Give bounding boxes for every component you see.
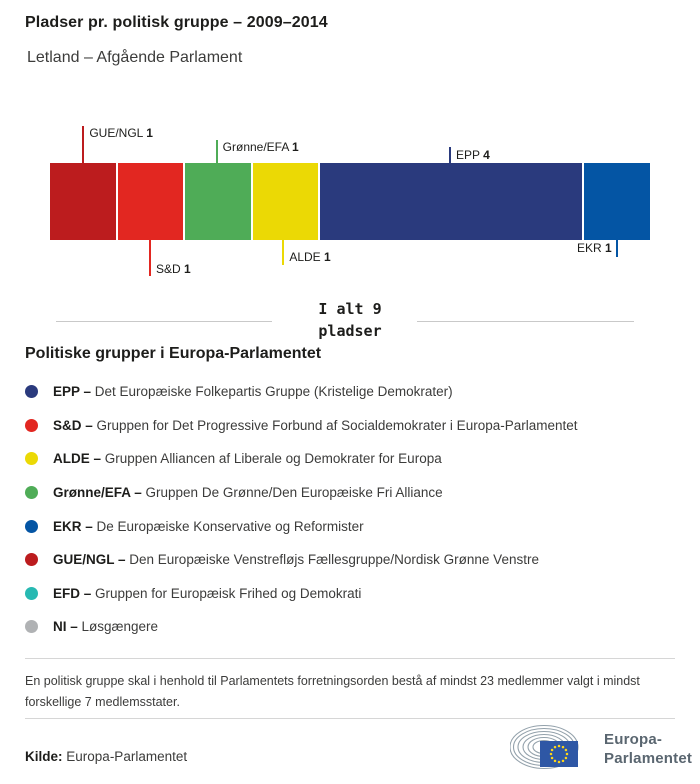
bar-segment-epp (320, 163, 582, 240)
legend-item-gr-nne-efa (25, 476, 685, 510)
legend-color-dot (25, 520, 38, 533)
callout-label-s-d: S&D 1 (156, 262, 191, 276)
european-parliament-logo (510, 724, 692, 774)
legend-item-label: GUE/NGL – Den Europæiske Venstrefløjs Fællesgruppe/Nordisk Grønne Venstre (53, 552, 539, 568)
callout-tick-ekr (616, 240, 618, 257)
callout-label-gr-nne-efa: Grønne/EFA 1 (222, 140, 299, 154)
legend-item-label: EPP – Det Europæiske Folkepartis Gruppe (Kristelige Demokrater) (53, 384, 453, 400)
legend-item-label: ALDE – Gruppen Alliancen af Liberale og Demokrater for Europa (53, 451, 442, 467)
footnote: En politisk gruppe skal i henhold til Parlamentets forretningsorden bestå af mindst 23 medlemmer valgt i mindst forskellige 7 medlemsstater. (25, 674, 640, 709)
total-divider-left (56, 321, 272, 322)
legend-item-efd (25, 577, 685, 611)
total-divider-right (417, 321, 634, 322)
legend-item-label: NI – Løsgængere (53, 619, 159, 635)
source-line (25, 749, 187, 764)
footer-divider-bottom (25, 718, 675, 719)
legend-item-ekr (25, 509, 685, 543)
bar-segment-gr-nne-efa (185, 163, 251, 240)
legend-color-dot (25, 620, 38, 633)
callout-label-alde: ALDE 1 (289, 250, 331, 264)
seats-stacked-bar-chart (0, 110, 700, 295)
legend-color-dot (25, 419, 38, 432)
legend-item-epp (25, 375, 685, 409)
legend-heading: Politiske grupper i Europa-Parlamentet (25, 345, 322, 362)
source-label: Kilde: (25, 749, 63, 764)
legend-item-label: EKR – De Europæiske Konservative og Reformister (53, 518, 364, 534)
logo-wordmark-line1: Europa- (604, 731, 663, 748)
footer-divider-top (25, 658, 675, 659)
callout-tick-s-d (149, 240, 151, 276)
legend-color-dot (25, 486, 38, 499)
legend-color-dot (25, 452, 38, 465)
stacked-bar (50, 163, 650, 240)
hemicycle-eu-flag-icon (510, 724, 598, 774)
bar-segment-ekr (584, 163, 650, 240)
bar-segment-s-d (118, 163, 184, 240)
legend-item-label: EFD – Gruppen for Europæisk Frihed og Demokrati (53, 585, 362, 601)
legend-color-dot (25, 553, 38, 566)
callout-label-epp: EPP 4 (456, 148, 490, 162)
page-subtitle: Letland – Afgående Parlament (27, 49, 243, 66)
legend-item-label: S&D – Gruppen for Det Progressive Forbund af Socialdemokrater i Europa-Parlamentet (53, 417, 578, 433)
callout-tick-gr-nne-efa (216, 140, 218, 163)
legend-item-gue-ngl (25, 543, 685, 577)
legend-item-alde (25, 442, 685, 476)
legend-item-ni (25, 610, 685, 644)
callout-tick-gue-ngl (82, 126, 84, 163)
bar-segment-gue-ngl (50, 163, 116, 240)
legend-item-s-d (25, 409, 685, 443)
legend (25, 345, 685, 644)
total-seats-caption-line2: pladser (318, 322, 382, 340)
source-value: Europa-Parlamentet (66, 749, 188, 764)
legend-item-label: Grønne/EFA – Gruppen De Grønne/Den Europæiske Fri Alliance (53, 485, 443, 501)
logo-wordmark (604, 730, 692, 768)
bar-segment-alde (253, 163, 319, 240)
callout-tick-alde (282, 240, 284, 265)
callout-label-ekr: EKR 1 (576, 241, 612, 255)
callout-tick-epp (449, 147, 451, 163)
total-seats-caption (270, 298, 430, 342)
logo-wordmark-line2: Parlamentet (604, 750, 693, 767)
legend-color-dot (25, 385, 38, 398)
total-seats-caption-line1: I alt 9 (318, 300, 382, 318)
page-title: Pladser pr. politisk gruppe – 2009–2014 (25, 14, 328, 31)
callout-label-gue-ngl: GUE/NGL 1 (89, 126, 153, 140)
legend-color-dot (25, 587, 38, 600)
